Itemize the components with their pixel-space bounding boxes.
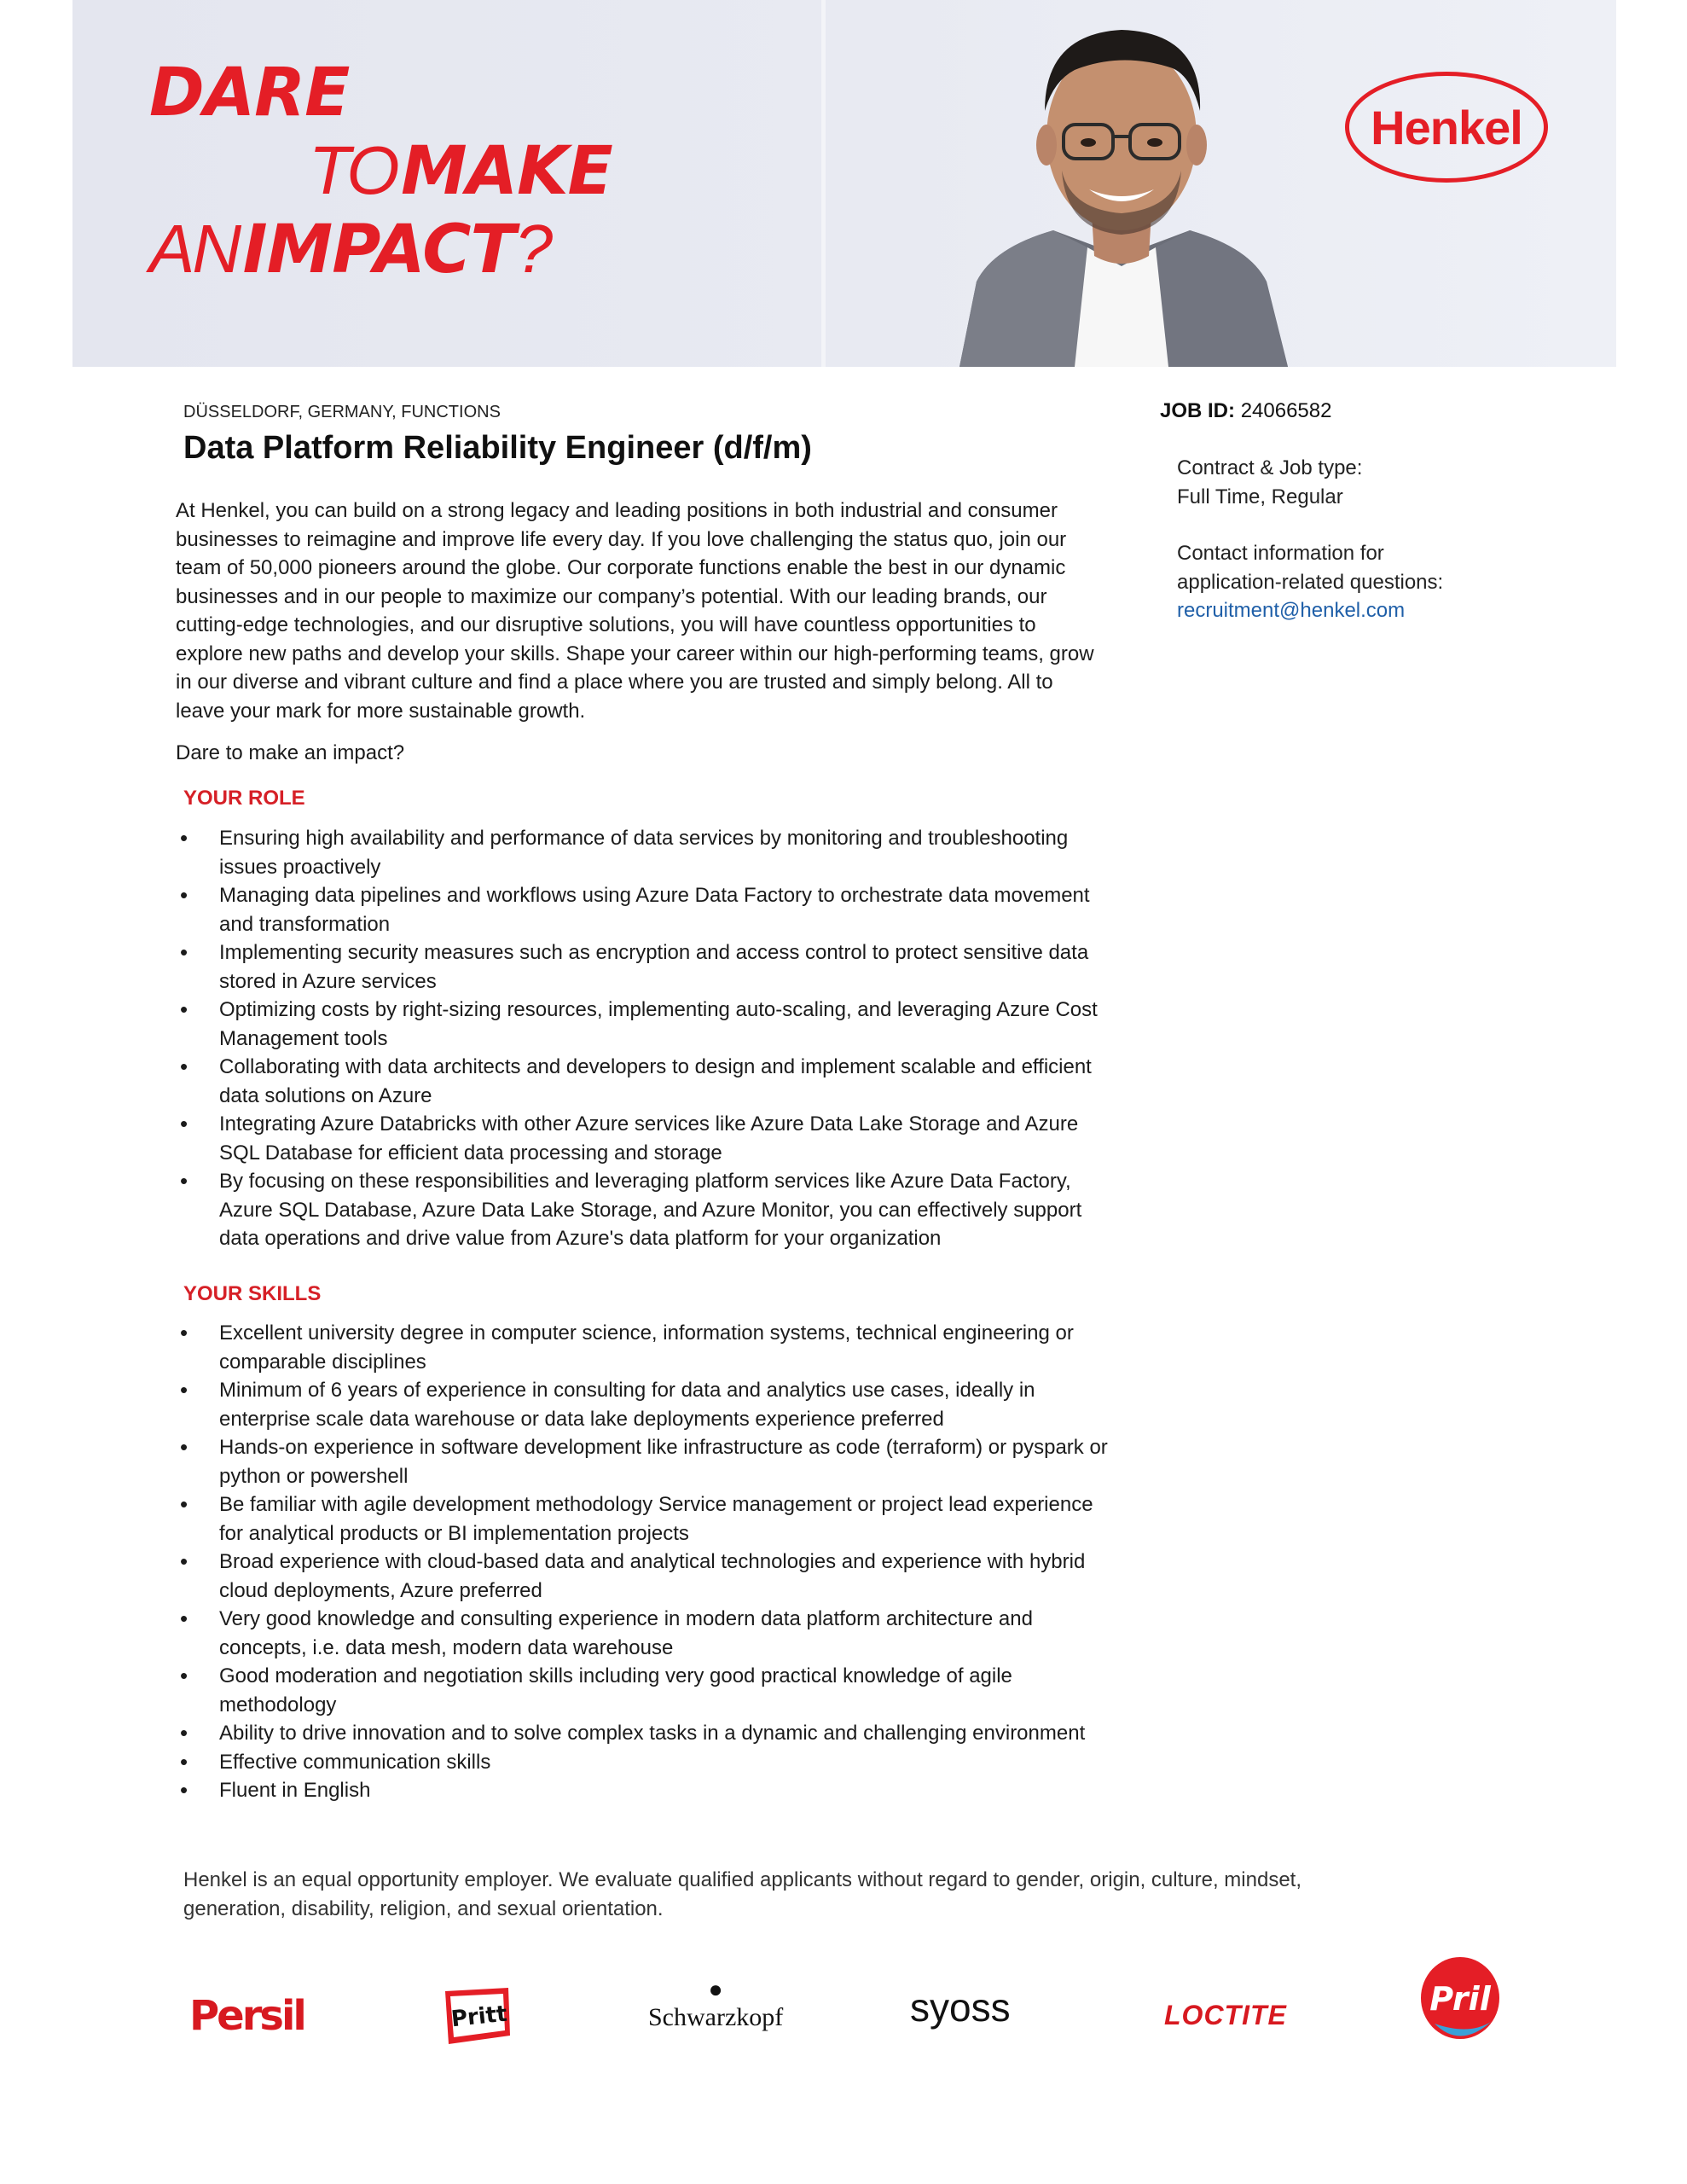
- schwarzkopf-logo: [648, 1978, 783, 2032]
- schwarzkopf-logo-text: Schwarzkopf: [648, 2003, 784, 2031]
- slogan-word-to: TO: [309, 132, 397, 208]
- skill-item: • Excellent university degree in computer science, information systems, technical engineering or comparable disciplines: [176, 1319, 1122, 1376]
- slogan-word-an: AN: [149, 211, 240, 287]
- role-item: • Integrating Azure Databricks with other Azure services like Azure Data Lake Storage and Azure SQL Database for efficient data processing and storage: [176, 1110, 1122, 1167]
- contact-info: [1177, 539, 1535, 625]
- equal-opportunity-statement: Henkel is an equal opportunity employer. We evaluate qualified applicants without regard to gender, origin, culture, mindset, generation, disability, religion, and sexual orientation.: [183, 1868, 1301, 1920]
- skill-item: • Hands-on experience in software development like infrastructure as code (terraform) or pyspark or python or powershell: [176, 1433, 1122, 1490]
- role-item: • Collaborating with data architects and developers to design and implement scalable and efficient data solutions on Azure: [176, 1053, 1122, 1110]
- skills-list: [176, 1319, 1122, 1805]
- contract-info: [1177, 454, 1535, 511]
- skill-item: • Broad experience with cloud-based data and analytical technologies and experience with hybrid cloud deployments, Azure preferred: [176, 1548, 1122, 1605]
- persil-logo: Persil: [189, 1992, 304, 2040]
- job-id-label: JOB ID:: [1160, 399, 1236, 422]
- skill-item: • Very good knowledge and consulting experience in modern data platform architecture and concepts, i.e. data mesh, modern data warehouse: [176, 1605, 1122, 1662]
- skill-item: • Be familiar with agile development methodology Service management or project lead experience for analytical products or BI implementation projects: [176, 1490, 1122, 1548]
- skill-item: • Effective communication skills: [176, 1748, 1122, 1777]
- contract-value: Full Time, Regular: [1177, 485, 1343, 508]
- role-item: • Ensuring high availability and performance of data services by monitoring and troubleshooting issues proactively: [176, 824, 1122, 881]
- syoss-logo: syoss: [910, 1985, 1011, 2030]
- contact-label-line-1: Contact information for: [1177, 542, 1384, 565]
- slogan-question-mark: ?: [514, 211, 551, 287]
- intro-paragraph: At Henkel, you can build on a strong legacy and leading positions in both industrial and consumer businesses to reimagine and improve life every day. If you love challenging the status quo, join our team of 50,000 pioneers around the globe. Our corporate functions enable the best in our dynamic businesses and in our people to maximize our company’s potential. With our leading brands, our cutting-edge technologies, and our disruptive solutions, you will have countless opportunities to explore new paths and develop your skills. Shape your career within our high-performing teams, grow in our diverse and vibrant culture and find a place where you are trusted and simply belong. All to leave your mark for more sustainable growth.: [176, 499, 1094, 723]
- skill-item: • Ability to drive innovation and to solve complex tasks in a dynamic and challenging environment: [176, 1719, 1122, 1748]
- job-id-value: 24066582: [1240, 399, 1332, 422]
- brand-logo-row: [0, 1954, 1687, 2073]
- role-item: • By focusing on these responsibilities and leveraging platform services like Azure Data Factory, Azure SQL Database, Azure Data Lake Storage, and Azure Monitor, you can effectively support data operations and drive value from Azure's data platform for your organization: [176, 1167, 1122, 1253]
- henkel-logo-text: Henkel: [1371, 100, 1522, 154]
- banner-divider: [821, 0, 826, 367]
- slogan-line-1: DARE: [149, 55, 350, 131]
- employee-portrait-image: [925, 0, 1318, 367]
- schwarzkopf-head-icon: ●: [708, 1976, 723, 2002]
- pril-logo-text: Pril: [1429, 1980, 1491, 2018]
- contract-label: Contract & Job type:: [1177, 456, 1363, 479]
- loctite-logo: LOCTITE: [1164, 2000, 1287, 2030]
- hero-banner: [72, 0, 1616, 367]
- skill-item: • Good moderation and negotiation skills including very good practical knowledge of agile methodology: [176, 1662, 1122, 1719]
- slogan: [149, 55, 612, 288]
- your-role-heading: YOUR ROLE: [183, 787, 305, 810]
- job-location: DÜSSELDORF, GERMANY, FUNCTIONS: [183, 403, 501, 421]
- job-id: [1160, 399, 1331, 423]
- contact-email-link[interactable]: recruitment@henkel.com: [1177, 599, 1406, 622]
- pril-logo: [1417, 1954, 1503, 2048]
- your-skills-heading: YOUR SKILLS: [183, 1282, 322, 1305]
- pritt-logo: [437, 1984, 513, 2049]
- slogan-word-make: MAKE: [401, 133, 612, 210]
- dare-question: Dare to make an impact?: [176, 741, 405, 764]
- role-list: [176, 824, 1122, 1253]
- skill-item: • Fluent in English: [176, 1776, 1122, 1805]
- henkel-logo: [1345, 72, 1548, 183]
- contact-label-line-2: application-related questions:: [1177, 570, 1444, 594]
- role-item: • Implementing security measures such as encryption and access control to protect sensitive data stored in Azure services: [176, 938, 1122, 996]
- slogan-word-impact: IMPACT: [242, 212, 515, 288]
- skill-item: • Minimum of 6 years of experience in consulting for data and analytics use cases, ideally in enterprise scale data warehouse or data lake deployments experience preferred: [176, 1376, 1122, 1433]
- role-item: • Optimizing costs by right-sizing resources, implementing auto-scaling, and leveraging Azure Cost Management tools: [176, 996, 1122, 1053]
- pritt-logo-text: Pritt: [449, 2001, 509, 2033]
- job-title: Data Platform Reliability Engineer (d/f/m): [183, 430, 812, 466]
- role-item: • Managing data pipelines and workflows using Azure Data Factory to orchestrate data movement and transformation: [176, 881, 1122, 938]
